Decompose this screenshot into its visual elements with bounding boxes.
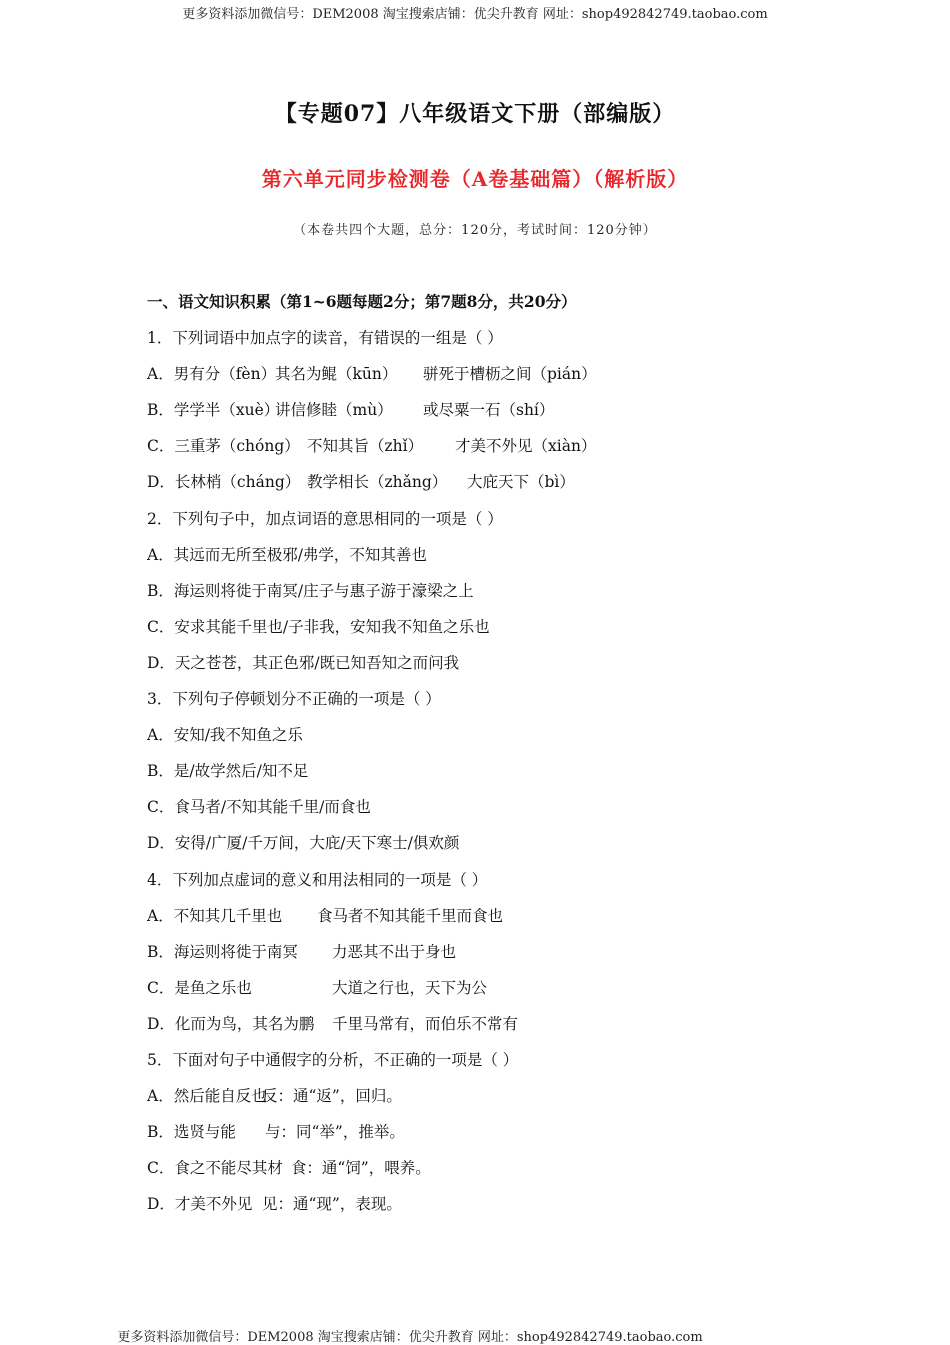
page-header: 更多资料添加微信号：DEM2008 淘宝搜索店铺：优尖升教育 网址：shop492842749.taobao.com	[182, 7, 768, 22]
option-a	[147, 904, 887, 940]
question-stem: 2．下列句子中，加点词语的意思相同的一项是（ ）	[147, 509, 503, 528]
option-part: A．男有分（fèn）	[147, 365, 277, 384]
option-b	[147, 940, 887, 976]
option-c	[147, 1156, 887, 1192]
option-b	[147, 398, 887, 434]
option-d: D．天之苍苍，其正色邪/既已知吾知之而问我	[147, 653, 460, 672]
option-part: C．是鱼之乐也	[147, 978, 252, 997]
option-part: 食：通“饲”，喂养。	[290, 1159, 431, 1178]
option-a: A．安知/我不知鱼之乐	[147, 726, 303, 745]
option-part: 千里马常有，而伯乐不常有	[332, 1014, 519, 1033]
option-c	[147, 976, 887, 1012]
option-part: B．海运则将徙于南冥	[147, 942, 298, 961]
option-part: B．学学半（xuè）	[147, 401, 280, 420]
option-part: 或尽粟一石（shí）	[423, 401, 555, 420]
option-part: C．三重茅（chóng）	[147, 437, 300, 456]
option-part: D．才美不外见	[147, 1195, 253, 1214]
option-part: 教学相长（zhǎng）	[307, 473, 448, 492]
option-part: 骈死于槽枥之间（pián）	[423, 365, 597, 384]
question-stem: 3．下列句子停顿划分不正确的一项是（ ）	[147, 690, 441, 709]
option-part: D．化而为鸟，其名为鹏	[147, 1014, 315, 1033]
section-heading: 一、语文知识积累（第1~6题每题2分；第7题8分，共20分）	[147, 292, 577, 311]
option-part: A．然后能自反也	[147, 1087, 267, 1106]
option-part: 食马者不知其能千里而食也	[317, 906, 504, 925]
question-stem: 5．下面对句子中通假字的分析，不正确的一项是（ ）	[147, 1050, 519, 1069]
option-part: 反：通“返”，回归。	[262, 1087, 402, 1106]
question-stem: 4．下列加点虚词的意义和用法相同的一项是（ ）	[147, 870, 488, 889]
document-subtitle: 第六单元同步检测卷（A卷基础篇）（解析版）	[261, 167, 689, 191]
option-part: 见：通“现”，表现。	[262, 1195, 402, 1214]
option-part: D．长林梢（cháng）	[147, 473, 301, 492]
option-c	[147, 434, 887, 470]
option-part: A．不知其几千里也	[147, 906, 283, 925]
option-part: 讲信修睦（mù）	[275, 401, 393, 420]
option-d	[147, 1012, 887, 1048]
option-a: A．其远而无所至极邪/弗学，不知其善也	[147, 545, 427, 564]
option-b: B．是/故学然后/知不足	[147, 762, 309, 781]
option-part: 与：同“举”，推举。	[265, 1123, 405, 1142]
option-d	[147, 1192, 887, 1228]
option-part: 大道之行也，天下为公	[332, 978, 488, 997]
option-d: D．安得/广厦/千万间，大庇/天下寒士/俱欢颜	[147, 834, 460, 853]
option-part: 不知其旨（zhǐ）	[307, 437, 424, 456]
document-title: 【专题07】八年级语文下册（部编版）	[274, 101, 676, 127]
option-b	[147, 1120, 887, 1156]
option-d	[147, 470, 887, 506]
option-part: 大庇天下（bì）	[467, 473, 575, 492]
option-part: 其名为鲲（kūn）	[275, 365, 398, 384]
option-c: C．食马者/不知其能千里/而食也	[147, 798, 371, 817]
option-a	[147, 362, 887, 398]
option-c: C．安求其能千里也/子非我，安知我不知鱼之乐也	[147, 617, 490, 636]
option-b: B．海运则将徙于南冥/庄子与惠子游于濠梁之上	[147, 581, 474, 600]
question-stem: 1．下列词语中加点字的读音，有错误的一组是（ ）	[147, 329, 503, 348]
option-part: 力恶其不出于身也	[332, 942, 457, 961]
option-part: 才美不外见（xiàn）	[455, 437, 597, 456]
page-footer: 更多资料添加微信号：DEM2008 淘宝搜索店铺：优尖升教育 网址：shop492842749.taobao.com	[117, 1330, 703, 1345]
exam-note: （本卷共四个大题，总分：120分，考试时间：120分钟）	[293, 223, 657, 238]
option-part: C．食之不能尽其材	[147, 1159, 283, 1178]
option-part: B．选贤与能	[147, 1123, 236, 1142]
exam-content	[147, 290, 887, 1228]
option-a	[147, 1084, 887, 1120]
